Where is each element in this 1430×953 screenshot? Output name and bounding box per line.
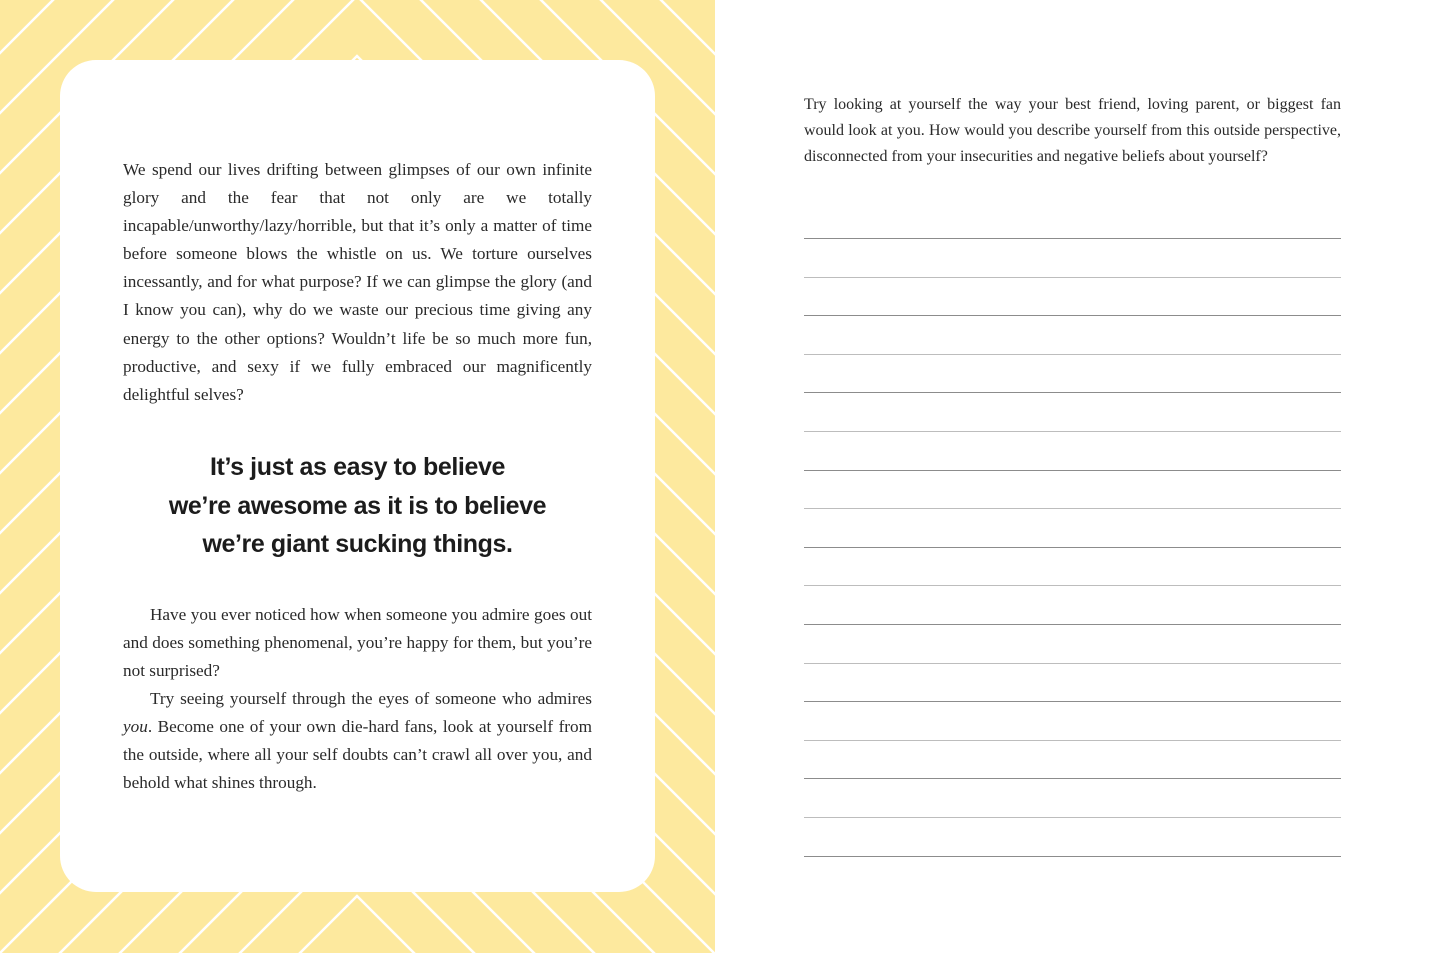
- writing-line: [804, 508, 1341, 509]
- pull-quote-line-1: It’s just as easy to believe: [210, 453, 505, 481]
- right-page: [715, 0, 1430, 953]
- writing-line: [804, 856, 1341, 857]
- text-card: [60, 60, 655, 892]
- pull-quote: [123, 448, 592, 564]
- writing-line: [804, 740, 1341, 741]
- writing-lines: [804, 0, 1341, 953]
- writing-line: [804, 701, 1341, 702]
- writing-line: [804, 392, 1341, 393]
- intro-paragraph: We spend our lives drifting between glimpses of our own infinite glory and the fear that not only are we totally incapable/unworthy/lazy/horrible, but that it’s only a matter of time before someone blows the whistle on us. We torture ourselves incessantly, and for what purpose? If we can glimpse the glory (and I know you can), why do we waste our precious time giving any energy to the other options? Wouldn’t life be so much more fun, productive, and sexy if we fully embraced our magnificently delightful selves?: [123, 160, 592, 404]
- writing-line: [804, 778, 1341, 779]
- writing-line: [804, 315, 1341, 316]
- pull-quote-line-2: we’re awesome as it is to believe: [168, 491, 547, 520]
- writing-line: [804, 470, 1341, 471]
- writing-line: [804, 354, 1341, 355]
- writing-line: [804, 431, 1341, 432]
- writing-line: [804, 585, 1341, 586]
- writing-line: [804, 624, 1341, 625]
- writing-line: [804, 238, 1341, 239]
- journal-prompt: Try looking at yourself the way your best friend, loving parent, or biggest fan would look at you. How would you describe yourself from this outside perspective, disconnected from your insecurities and negative beliefs about yourself?: [804, 96, 1341, 165]
- writing-line: [804, 663, 1341, 664]
- fans-paragraph-start: Try seeing yourself through the eyes of someone who admires: [150, 689, 592, 708]
- fans-paragraph-emphasis: you: [123, 717, 148, 737]
- fans-paragraph: [123, 685, 592, 797]
- fans-paragraph-end: . Become one of your own die-hard fans, look at yourself from the outside, where all your self doubts can’t crawl all over you, and behold what shines through.: [123, 717, 592, 793]
- admire-paragraph: Have you ever noticed how when someone you admire goes out and does something phenomenal, you’re happy for them, but you’re not surprised?: [123, 605, 592, 681]
- pull-quote-line-3: we’re giant sucking things.: [202, 530, 513, 558]
- writing-line: [804, 277, 1341, 278]
- writing-line: [804, 817, 1341, 818]
- writing-line: [804, 547, 1341, 548]
